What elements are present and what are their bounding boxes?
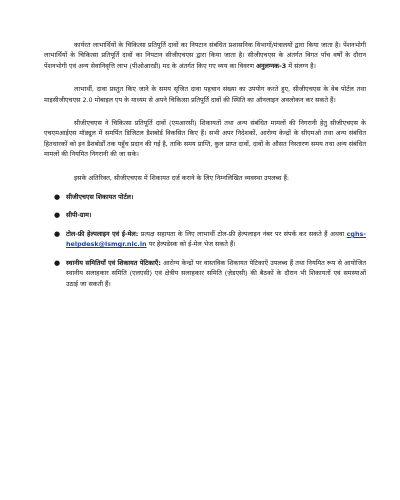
bullet-dot-icon: ● — [54, 211, 61, 220]
mechanism-title: टोल-फ्री हेल्पलाइन एवं ई-मेल: — [66, 229, 139, 238]
helpdesk-email-link[interactable]: cghs-helpdesk@lsmgr.nic.in — [66, 229, 366, 249]
paragraph-text: कार्यरत लाभार्थियों के चिकित्सा प्रतिपूर्ति दावों का निपटान संबंधित प्रशासनिक विभागों/मंत्रालयों द्वारा किया जाता है। पेंशनभोगी लाभार्थियों के चिकित्सा प्रतिपूर्ति दावों का निपटान सीजीएचएस द्वारा किया जाता है। सीजीएचएस के अंतर्गत विगत पाँच वर्षों के दौरान पेंशनभोगी एवं अन्य सेवानिवृत्ति लाभ (पीओआरडी) मद के अंतर्गत किए गए व्यय का विवरण — [44, 41, 366, 70]
mechanism-title: सीजीएचएस शिकायत पोर्टल। — [66, 193, 134, 202]
list-item — [54, 229, 366, 250]
paragraph-grievance-intro: इसके अतिरिक्त, सीजीएचएस में शिकायत दर्ज कराने के लिए निम्नलिखित व्यवस्था उपलब्ध हैं: — [74, 173, 290, 182]
bullet-dot-icon: ● — [54, 229, 61, 238]
list-item — [54, 210, 366, 220]
annexure-reference: अनुलग्नक-3 — [256, 61, 287, 70]
paragraph-dashboards: सीजीएचएस ने चिकित्सा प्रतिपूर्ति दावों (एमआरसी) शिकायतों तथा अन्य संबंधित मामलों की निगरानी हेतु सीजीएचएस के एचएमआईएस मॉड्यूल में समर्पित डिजिटल डैशबोर्ड विकसित किए हैं। सभी अपर निदेशकों, आरोग्य केन्द्रों के सीएमओ तथा अन्य संबंधित हितधारकों को इन डैशबोर्डों तक पहुँच प्रदान की गई है, ताकि समय प्राप्ति, कुल प्राप्त दावों, दावों के औसत निस्तारण समय तथा अन्य संबंधित मामलों की नियमित निगरानी की जा सके। — [44, 119, 366, 159]
paragraph-text: में संलग्न है। — [288, 61, 316, 70]
list-item — [54, 258, 366, 289]
bullet-dot-icon: ● — [54, 258, 61, 267]
mechanism-title: सीपी-ग्राम। — [66, 211, 92, 220]
bullet-dot-icon: ● — [54, 193, 61, 202]
paragraph-reimbursement-settlement — [44, 40, 366, 71]
mechanism-text: आरोग्य केन्द्रों पर वास्तविक शिकायत पेटिकाएँ उपलब्ध हैं तथा नियमित रूप से आयोजित स्थानीय सलाहकार समिति (एलएसी) एवं क्षेत्रीय सलाहकार समिति (ज़ेडएसी) की बैठकों के दौरान भी शिकायतों एवं समस्याओं उठाई जा सकती हैं। — [66, 258, 366, 288]
paragraph-claim-status: लाभार्थी, दावा प्रस्तुत किए जाने के समय सृजित दावा पहचान संख्या का उपयोग करते हुए, सीजीएचएस के वेब पोर्टल तथा माइसीजीएचएस 2.0 मोबाइल एप के माध्यम से अपने चिकित्सा प्रतिपूर्ति दावों की स्थिति का ऑनलाइन अवलोकन कर सकते हैं। — [44, 85, 366, 104]
list-item — [54, 192, 366, 202]
mechanism-text: प्रत्यक्ष सहायता के लिए लाभार्थी टोल-फ्री हेल्पलाइन नंबर पर संपर्क कर सकते हैं अथवा — [140, 229, 345, 238]
mechanism-title: स्थानीय समितियाँ एवं शिकायत पेटिकाएँ: — [66, 258, 161, 267]
grievance-mechanisms-list — [44, 192, 366, 289]
mechanism-text: पर हेल्पडेस्क को ई-मेल भेज सकते हैं। — [148, 240, 236, 249]
